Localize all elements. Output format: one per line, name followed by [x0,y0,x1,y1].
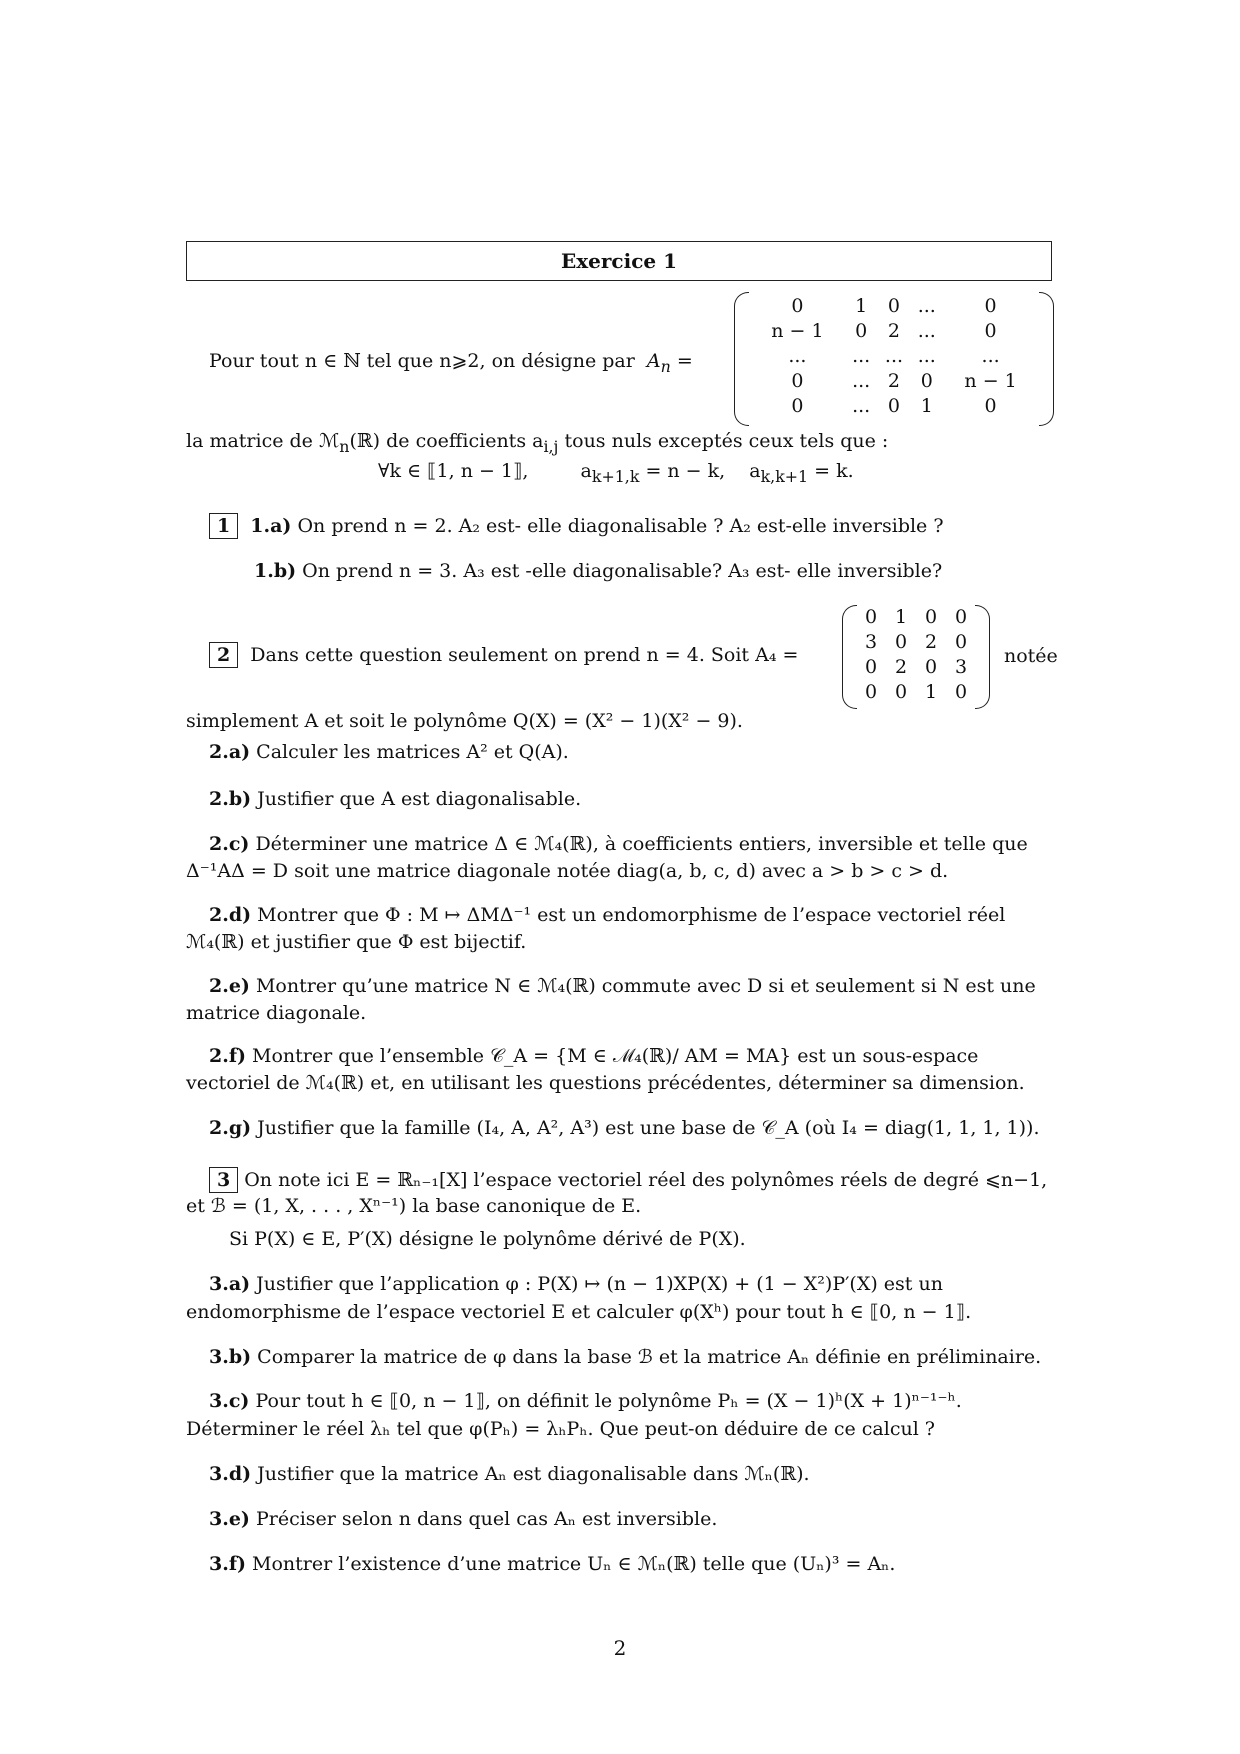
matrix-an-cell: ... [917,320,936,342]
matrix-an-cell: ... [917,295,936,317]
q2-d: 2.d) Montrer que Φ : M ↦ ΔMΔ⁻¹ est un endomorphisme de l’espace vectoriel réel [209,904,1006,926]
intro-line3: ∀k ∈ ⟦1, n − 1⟧, $a_{k+1,k} = n - k$, $a_{k,k+1} = k$. [378,460,854,486]
q3-c: 3.c) Pour tout h ∈ ⟦0, n − 1⟧, on définit le polynôme Pₕ = (X − 1)ʰ(X + 1)ⁿ⁻¹⁻ʰ. [209,1390,962,1412]
q3-e: 3.e) Préciser selon n dans quel cas Aₙ est inversible. [209,1508,718,1530]
q2-b: 2.b) Justifier que A est diagonalisable. [209,788,582,810]
matrix-an-cell: n − 1 [964,370,1017,392]
q2-g: 2.g) Justifier que la famille (I₄, A, A², A³) est une base de 𝒞_A (où I₄ = diag(1, 1, 1, 1)). [209,1117,1040,1139]
matrix-a4-cell: 0 [954,631,968,653]
matrix-a4-cell: 3 [864,631,878,653]
q3-a: 3.a) Justifier que l’application φ : P(X) ↦ (n − 1)XP(X) + (1 − X²)P′(X) est un [209,1273,943,1295]
intro-condition: n ∈ ℕ tel que n⩾2, on désigne par [304,350,635,372]
q2-f: 2.f) Montrer que l’ensemble 𝒞_A = {M ∈ ℳ₄(ℝ)/ AM = MA} est un sous-espace [209,1045,979,1067]
q1-a-text: On prend n = 2. A₂ est- elle diagonalisable ? A₂ est-elle inversible ? [291,515,944,537]
matrix-an-cell: 0 [984,395,997,417]
q3-c-line2: Déterminer le réel λₕ tel que φ(Pₕ) = λₕPₕ. Que peut-on déduire de ce calcul ? [186,1418,935,1440]
matrix-an-cell: ... [981,345,1000,367]
intro-line [209,350,693,377]
q3-intro-line3: Si P(X) ∈ E, P′(X) désigne le polynôme dérivé de P(X). [229,1228,746,1250]
intro-line2: la matrice de ℳ$_n$(ℝ) de coefficients $a_{i,j}$ tous nuls exceptés ceux tels que : [186,430,889,456]
matrix-an-cell: 0 [791,295,804,317]
matrix-a4-cell: 0 [864,681,878,703]
matrix-an-row [750,394,1038,419]
matrix-an-row [750,294,1038,319]
matrix-a4-cell: 0 [924,656,938,678]
q1-a [209,513,944,539]
q2-intro [209,642,798,668]
matrix-an-cell: 0 [920,370,933,392]
matrix-an-cell: ... [884,345,904,367]
matrix-a4-cell: 0 [894,681,908,703]
matrix-a4-row [856,680,976,705]
matrix-a4-cell: 0 [924,606,938,628]
matrix-a4-cell: 0 [864,656,878,678]
matrix-a4-row [856,605,976,630]
matrix-a4-cell: 0 [954,606,968,628]
matrix-an-cell: 1 [855,295,868,317]
q2-intro-text: Dans cette question seulement on prend n = 4. Soit A₄ = [250,644,799,666]
q3-intro-line2: et ℬ = (1, X, . . . , Xⁿ⁻¹) la base canonique de E. [186,1195,642,1217]
q1-b-label: 1.b) [254,560,297,582]
q2-notee: notée [1004,645,1058,667]
q3-d: 3.d) Justifier que la matrice Aₙ est diagonalisable dans ℳₙ(ℝ). [209,1463,810,1485]
q2-c-line2: Δ⁻¹AΔ = D soit une matrice diagonale notée diag(a, b, c, d) avec a > b > c > d. [186,860,949,882]
q3-intro-text: On note ici E = ℝₙ₋₁[X] l’espace vectoriel réel des polynômes réels de degré ⩽n−1, [244,1169,1048,1191]
q3-number-box: 3 [209,1167,238,1193]
matrix-an-cell: ... [852,370,871,392]
an-sub: n [660,356,671,376]
matrix-a4-row [856,630,976,655]
matrix-an-cell: 0 [791,370,804,392]
matrix-an-cell: 0 [984,320,997,342]
matrix-a4-cell: 0 [864,606,878,628]
q3-f: 3.f) Montrer l’existence d’une matrice Uₙ ∈ ℳₙ(ℝ) telle que (Uₙ)³ = Aₙ. [209,1553,896,1575]
matrix-an-cell: 0 [887,295,901,317]
matrix-a4 [842,605,990,709]
matrix-a4-cell: 1 [894,606,908,628]
q2-d-line2: ℳ₄(ℝ) et justifier que Φ est bijectif. [186,931,527,953]
matrix-a4-cell: 1 [924,681,938,703]
matrix-an-cell: 0 [887,395,901,417]
matrix-an-right-paren [1039,292,1054,426]
page-number: 2 [613,1636,627,1660]
matrix-a4-cell: 2 [924,631,938,653]
matrix-an-left-paren [734,292,749,426]
matrix-an-cell: 0 [855,320,868,342]
matrix-a4-row [856,655,976,680]
matrix-an-cell: ... [917,345,936,367]
matrix-an-cell: 1 [920,395,933,417]
matrix-an-cell: ... [852,345,871,367]
q3-intro [209,1167,1047,1193]
matrix-an-row [750,319,1038,344]
matrix-a4-table [856,605,976,705]
matrix-an-row [750,369,1038,394]
matrix-an-cell: 0 [791,395,804,417]
matrix-an-cell: 2 [887,320,901,342]
matrix-an-cell: 0 [984,295,997,317]
q2-line2: simplement A et soit le polynôme Q(X) = (X² − 1)(X² − 9). [186,710,743,732]
matrix-a4-left-paren [842,605,857,709]
matrix-an-cell: ... [788,345,807,367]
matrix-an [734,292,1054,426]
matrix-an-cell: 2 [887,370,901,392]
q2-e-line2: matrice diagonale. [186,1002,367,1024]
q3-a-line2: endomorphisme de l’espace vectoriel E et calculer φ(Xʰ) pour tout h ∈ ⟦0, n − 1⟧. [186,1301,972,1323]
exercise-title: Exercice 1 [561,249,677,273]
q1-b-text: On prend n = 3. A₃ est -elle diagonalisable? A₃ est- elle inversible? [296,560,943,582]
matrix-an-cell: ... [852,395,871,417]
q2-f-line2: vectoriel de ℳ₄(ℝ) et, en utilisant les questions précédentes, déterminer sa dimension. [186,1072,1025,1094]
q2-number-box: 2 [209,642,238,668]
q3-b: 3.b) Comparer la matrice de φ dans la base ℬ et la matrice Aₙ définie en préliminaire. [209,1346,1042,1368]
q1-number-box: 1 [209,513,238,539]
q2-e: 2.e) Montrer qu’une matrice N ∈ ℳ₄(ℝ) commute avec D si et seulement si N est une [209,975,1036,997]
matrix-a4-right-paren [975,605,990,709]
q1-a-label: 1.a) [250,515,292,537]
matrix-a4-cell: 0 [954,681,968,703]
an-label: A [646,350,661,372]
matrix-a4-cell: 3 [954,656,968,678]
q2-a: 2.a) Calculer les matrices A² et Q(A). [209,741,569,763]
intro-pre: Pour tout [209,350,305,372]
q2-c: 2.c) Déterminer une matrice Δ ∈ ℳ₄(ℝ), à coefficients entiers, inversible et telle que [209,833,1028,855]
an-equals: = [676,350,693,372]
matrix-a4-cell: 2 [894,656,908,678]
matrix-a4-cell: 0 [894,631,908,653]
matrix-an-cell: n − 1 [771,320,824,342]
q1-b [254,560,942,584]
matrix-an-row [750,344,1038,369]
matrix-an-table [750,294,1038,419]
exercise-title-box [186,241,1052,281]
